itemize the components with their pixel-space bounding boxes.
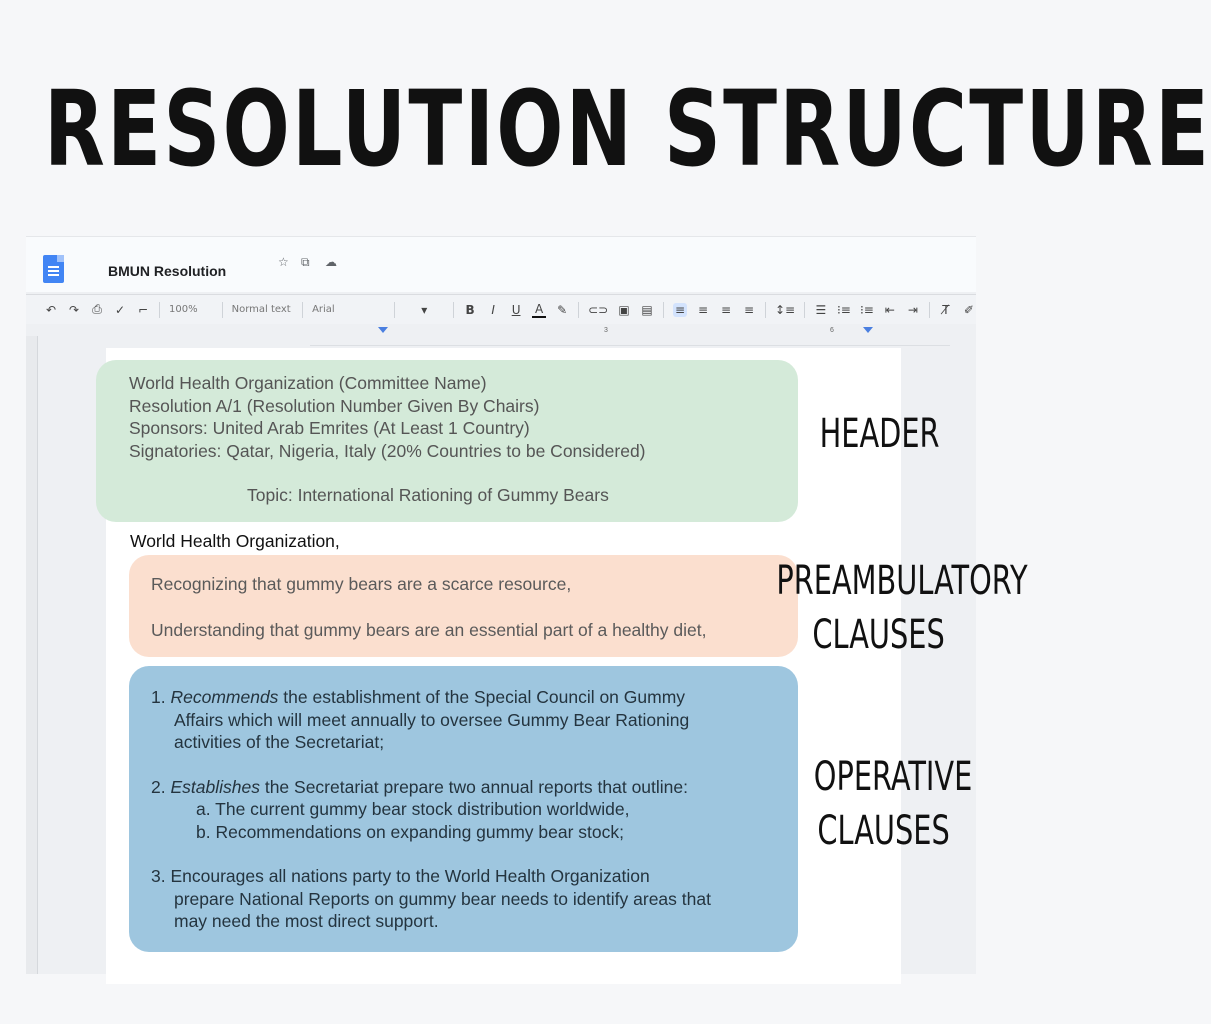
header-line: Resolution A/1 (Resolution Number Given By Chairs) <box>129 395 540 416</box>
toolbar-divider <box>929 302 930 318</box>
line-spacing-icon[interactable]: ↕≡ <box>775 302 796 317</box>
preambulatory-label: PREAMBULATORY <box>776 558 1028 604</box>
sub-clause: a. The current gummy bear stock distribution worldwide, <box>196 799 630 819</box>
operative-clause-2: 2. Establishes the Secretariat prepare two annual reports that outline: <box>151 776 689 797</box>
toolbar-divider <box>394 302 395 318</box>
star-icon[interactable]: ☆ <box>278 255 289 269</box>
toolbar-divider <box>453 302 454 318</box>
preambulatory-clause: Understanding that gummy bears are an essential part of a healthy diet, <box>151 619 707 640</box>
vertical-ruler <box>26 336 38 974</box>
justify-icon[interactable]: ≡ <box>743 302 755 317</box>
preambulatory-box <box>129 555 798 657</box>
toolbar-divider <box>765 302 766 318</box>
preambulatory-label: CLAUSES <box>812 612 945 658</box>
clause-continuation: Affairs which will meet annually to oversee Gummy Bear Rationing <box>174 709 690 730</box>
operative-box <box>129 666 798 952</box>
style-select[interactable]: Normal text <box>231 304 291 315</box>
clause-continuation: activities of the Secretariat; <box>174 732 385 752</box>
clear-formatting-icon[interactable]: T̸ <box>942 302 950 317</box>
font-select[interactable]: Arial <box>312 304 335 315</box>
redo-icon[interactable]: ↷ <box>68 302 80 317</box>
ruler-mark: 3 <box>604 327 608 334</box>
toolbar-divider <box>578 302 579 318</box>
title-bar <box>26 236 976 292</box>
link-icon[interactable]: ⊂⊃ <box>588 302 609 317</box>
operative-clause-1: 1. Recommends the establishment of the Special Council on Gummy <box>151 687 686 707</box>
print-icon[interactable]: ⎙ <box>92 302 102 316</box>
increase-indent-icon[interactable]: ⇥ <box>907 302 918 317</box>
formatting-toolbar <box>26 294 976 324</box>
operative-verb: Establishes <box>170 776 260 797</box>
undo-icon[interactable]: ↶ <box>45 302 57 317</box>
toolbar-divider <box>159 302 160 318</box>
cloud-status-icon[interactable]: ☁ <box>325 255 337 269</box>
decrease-indent-icon[interactable]: ⇤ <box>884 302 895 317</box>
align-center-icon[interactable]: ≡ <box>697 302 709 317</box>
italic-icon[interactable]: I <box>491 302 495 317</box>
operative-label: CLAUSES <box>817 808 950 854</box>
clause-continuation: prepare National Reports on gummy bear needs to identify areas that <box>174 888 711 909</box>
toolbar-divider <box>663 302 664 318</box>
header-line: Sponsors: United Arab Emrites (At Least 1 Country) <box>129 418 530 438</box>
operative-clause-3: 3. Encourages all nations party to the World Health Organization <box>151 866 650 886</box>
operative-verb: Recommends <box>170 687 279 707</box>
text-color-icon[interactable]: A <box>532 302 546 318</box>
image-icon[interactable]: ▤ <box>641 302 653 317</box>
bulleted-list-icon[interactable]: ⁝≡ <box>836 302 851 317</box>
toolbar-divider <box>804 302 805 318</box>
document-title[interactable]: BMUN Resolution <box>108 263 227 279</box>
align-left-icon[interactable]: ≡ <box>674 302 686 317</box>
left-indent-marker[interactable] <box>378 327 388 333</box>
committee-line: World Health Organization, <box>130 531 340 551</box>
header-box <box>96 360 798 522</box>
header-label: HEADER <box>819 411 940 457</box>
underline-icon[interactable]: U <box>511 302 521 317</box>
header-line: Signatories: Qatar, Nigeria, Italy (20% Countries to be Considered) <box>129 440 646 461</box>
header-line: World Health Organization (Committee Name) <box>129 373 487 393</box>
sub-clause: b. Recommendations on expanding gummy bear stock; <box>196 821 625 842</box>
zoom-select[interactable]: 100% <box>168 304 198 315</box>
comment-icon[interactable]: ▣ <box>618 302 630 317</box>
topic-line: Topic: International Rationing of Gummy Bears <box>247 485 609 505</box>
align-right-icon[interactable]: ≡ <box>720 302 732 317</box>
docs-logo-icon[interactable] <box>43 255 64 283</box>
font-size-select[interactable]: ▾ <box>421 302 428 317</box>
toolbar-divider <box>302 302 303 318</box>
spellcheck-icon[interactable]: ✓ <box>114 302 126 317</box>
bold-icon[interactable]: B <box>465 302 475 317</box>
move-to-folder-icon[interactable]: ⧉ <box>301 255 310 269</box>
right-indent-marker[interactable] <box>863 327 873 333</box>
checklist-icon[interactable]: ☰ <box>815 302 827 317</box>
clause-continuation: may need the most direct support. <box>174 911 439 931</box>
paint-format-icon[interactable]: ⌐ <box>137 302 149 317</box>
editing-mode-icon[interactable]: ✐ <box>963 302 974 317</box>
page-title: RESOLUTION STRUCTURE <box>44 68 1211 190</box>
ruler-mark: 6 <box>830 327 834 334</box>
preambulatory-clause: Recognizing that gummy bears are a scarce resource, <box>151 574 572 594</box>
highlight-icon[interactable]: ✎ <box>557 302 568 317</box>
operative-label: OPERATIVE <box>813 754 973 800</box>
ruler[interactable] <box>310 326 950 346</box>
numbered-list-icon[interactable]: ⁝≡ <box>859 302 874 317</box>
toolbar-divider <box>222 302 223 318</box>
